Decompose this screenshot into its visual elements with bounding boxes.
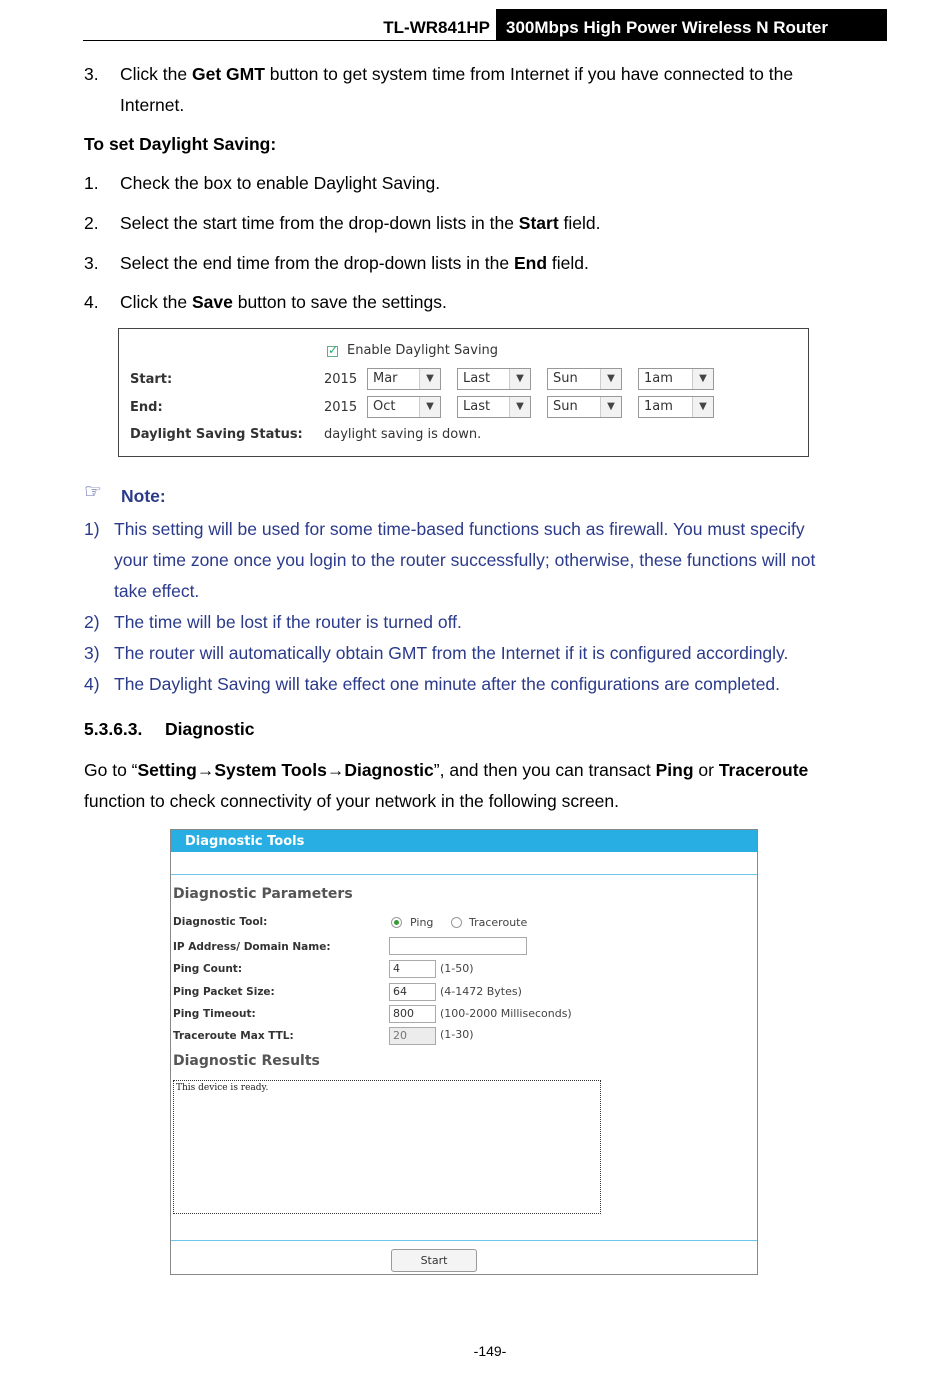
step-number: 3. (84, 64, 99, 84)
size-hint: (4-1472 Bytes) (440, 985, 522, 998)
note-text: The Daylight Saving will take effect one minute after the configurations are completed. (114, 674, 781, 694)
header-rule (83, 40, 887, 41)
chevron-down-icon: ▼ (692, 397, 713, 417)
note-number: 4) (84, 674, 100, 694)
start-week-select[interactable]: Last ▼ (457, 368, 531, 390)
end-year: 2015 (324, 400, 358, 415)
note-number: 1) (84, 519, 100, 539)
section-number: 5.3.6.3. (84, 719, 143, 739)
results-title: Diagnostic Results (173, 1053, 320, 1069)
divider (171, 874, 757, 875)
step-number: 4. (84, 292, 99, 312)
chevron-down-icon: ▼ (419, 369, 440, 389)
tool-label: Diagnostic Tool: (173, 916, 268, 928)
chevron-down-icon: ▼ (419, 397, 440, 417)
end-label: End: (130, 400, 163, 415)
status-label: Daylight Saving Status: (130, 427, 303, 442)
intro-text: Go to “Setting→System Tools→Diagnostic”, and then you can transact Ping or Traceroute (84, 760, 809, 780)
chevron-down-icon: ▼ (509, 397, 530, 417)
end-hour-select[interactable]: 1am ▼ (638, 396, 714, 418)
ping-timeout-input[interactable]: 800 (389, 1005, 436, 1023)
chevron-down-icon: ▼ (509, 369, 530, 389)
note-text: The time will be lost if the router is turned off. (114, 612, 462, 632)
end-day-select[interactable]: Sun ▼ (547, 396, 622, 418)
results-textarea[interactable]: This device is ready. (173, 1080, 601, 1214)
chevron-down-icon: ▼ (692, 369, 713, 389)
packet-size-input[interactable]: 64 (389, 983, 436, 1001)
start-day-select[interactable]: Sun ▼ (547, 368, 622, 390)
timeout-label: Ping Timeout: (173, 1008, 256, 1020)
step-text-line2: Internet. (120, 95, 185, 115)
note-number: 3) (84, 643, 100, 663)
enable-daylight-checkbox[interactable] (327, 346, 338, 357)
ttl-hint: (1-30) (440, 1028, 474, 1041)
step-text: Click the Get GMT button to get system time from Internet if you have connected to the (120, 64, 794, 84)
start-year: 2015 (324, 372, 358, 387)
status-value: daylight saving is down. (324, 427, 482, 442)
step-text: Select the start time from the drop-down lists in the Start field. (120, 213, 601, 233)
daylight-saving-screenshot (118, 328, 809, 457)
start-label: Start: (130, 372, 173, 387)
start-month-select[interactable]: Mar ▼ (367, 368, 441, 390)
ping-radio[interactable] (391, 917, 402, 928)
step-number: 2. (84, 213, 99, 233)
note-text: your time zone once you login to the router successfully; otherwise, these functions will not (114, 550, 816, 570)
header-title: 300Mbps High Power Wireless N Router (496, 9, 887, 40)
note-title: Note: (121, 486, 166, 506)
note-text: This setting will be used for some time-based functions such as firewall. You must specify (114, 519, 805, 539)
section-title: Diagnostic (165, 719, 255, 739)
step-number: 3. (84, 253, 99, 273)
divider (171, 1240, 757, 1241)
step-text: Check the box to enable Daylight Saving. (120, 173, 441, 193)
count-hint: (1-50) (440, 962, 474, 975)
daylight-heading: To set Daylight Saving: (84, 134, 277, 154)
start-hour-select[interactable]: 1am ▼ (638, 368, 714, 390)
params-title: Diagnostic Parameters (173, 886, 353, 902)
size-label: Ping Packet Size: (173, 986, 275, 998)
step-text: Select the end time from the drop-down lists in the End field. (120, 253, 589, 273)
note-text: The router will automatically obtain GMT from the Internet if it is configured accordingly. (114, 643, 789, 663)
count-label: Ping Count: (173, 963, 243, 975)
step-text: Click the Save button to save the settings. (120, 292, 447, 312)
pointing-hand-icon: ☞ (84, 481, 102, 503)
chevron-down-icon: ▼ (600, 369, 621, 389)
end-week-select[interactable]: Last ▼ (457, 396, 531, 418)
note-text: take effect. (114, 581, 200, 601)
intro-text-line2: function to check connectivity of your network in the following screen. (84, 791, 619, 811)
step-number: 1. (84, 173, 99, 193)
end-month-select[interactable]: Oct ▼ (367, 396, 441, 418)
timeout-hint: (100-2000 Milliseconds) (440, 1007, 572, 1020)
header-model: TL-WR841HP (383, 18, 490, 37)
traceroute-label: Traceroute (469, 916, 528, 929)
ping-label: Ping (410, 916, 434, 929)
ping-count-input[interactable]: 4 (389, 960, 436, 978)
chevron-down-icon: ▼ (600, 397, 621, 417)
max-ttl-input[interactable]: 20 (389, 1027, 436, 1045)
ttl-label: Traceroute Max TTL: (173, 1030, 294, 1042)
ip-label: IP Address/ Domain Name: (173, 941, 331, 953)
start-button[interactable]: Start (391, 1249, 477, 1272)
diagnostic-tools-screenshot (170, 829, 758, 1275)
note-number: 2) (84, 612, 100, 632)
page-number: -149- (473, 1343, 507, 1359)
ip-address-input[interactable] (389, 937, 527, 955)
traceroute-radio[interactable] (451, 917, 462, 928)
enable-daylight-label: Enable Daylight Saving (347, 343, 499, 358)
diagnostic-header: Diagnostic Tools (171, 830, 757, 852)
